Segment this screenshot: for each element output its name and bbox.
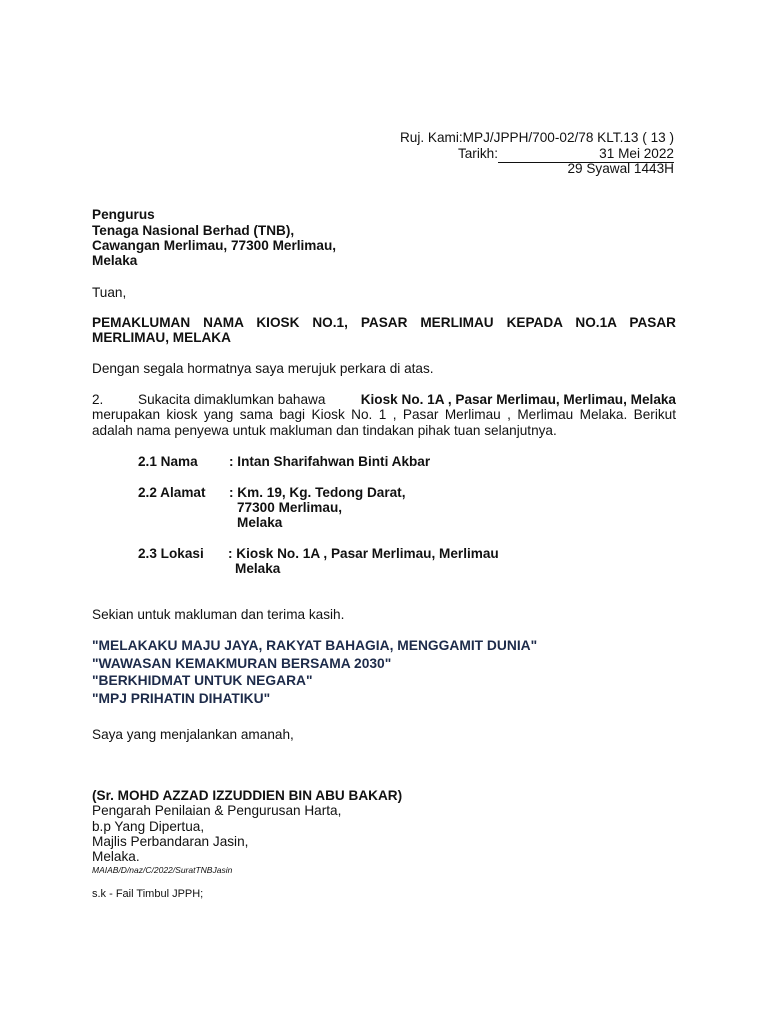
lokasi-value-2: Melaka [235,561,281,576]
signatory-line-3: Majlis Perbandaran Jasin, [92,834,249,849]
nama-label: 2.1 Nama [138,454,198,469]
paragraph-2-intro: Sukacita dimaklumkan bahawa [138,392,326,407]
subject-line-1: PEMAKLUMAN NAMA KIOSK NO.1, PASAR MERLIMAU KEPADA NO.1A PASAR [92,315,676,330]
recipient-line-2: Tenaga Nasional Berhad (TNB), [92,223,295,238]
file-reference: MAIAB/D/naz/C/2022/SuratTNBJasin [92,865,233,875]
amanah-text: Saya yang menjalankan amanah, [92,727,294,742]
signatory-line-4: Melaka. [92,849,140,864]
paragraph-2-line-3: adalah nama penyewa untuk makluman dan tindakan pihak tuan selanjutnya. [92,423,557,438]
recipient-line-1: Pengurus [92,207,155,222]
date-value: 31 Mei 2022 [498,146,674,163]
recipient-line-4: Melaka [92,253,138,268]
paragraph-1: Dengan segala hormatnya saya merujuk perkara di atas. [92,361,434,376]
date-label: Tarikh: [457,146,498,161]
recipient-line-3: Cawangan Merlimau, 77300 Merlimau, [92,238,337,253]
lokasi-value-1: : Kiosk No. 1A , Pasar Merlimau, Merlimau [228,546,499,561]
signatory-line-1: Pengarah Penilaian & Pengurusan Harta, [92,803,342,818]
signatory-line-2: b.p Yang Dipertua, [92,819,205,834]
closing-text: Sekian untuk makluman dan terima kasih. [92,607,345,622]
nama-value: : Intan Sharifahwan Binti Akbar [229,454,431,469]
slogan-3: "BERKHIDMAT UNTUK NEGARA" [92,673,313,688]
paragraph-2-line-2: merupakan kiosk yang sama bagi Kiosk No. 1 , Pasar Merlimau , Merlimau Melaka. Berikut [92,407,676,422]
alamat-label: 2.2 Alamat [138,485,206,500]
lokasi-label: 2.3 Lokasi [138,546,204,561]
slogan-1: "MELAKAKU MAJU JAYA, RAKYAT BAHAGIA, MENGGAMIT DUNIA" [92,638,538,653]
signatory-name: (Sr. MOHD AZZAD IZZUDDIEN BIN ABU BAKAR) [92,788,403,803]
carbon-copy: s.k - Fail Timbul JPPH; [92,888,204,900]
alamat-value-2: 77300 Merlimau, [237,500,343,515]
alamat-value-3: Melaka [237,515,283,530]
hijri-date: 29 Syawal 1443H [567,161,674,176]
paragraph-2-number: 2. [92,392,104,407]
salutation: Tuan, [92,285,127,300]
subject-line-2: MERLIMAU, MELAKA [92,330,231,345]
paragraph-2-kiosk: Kiosk No. 1A , Pasar Merlimau, Merlimau, Melaka [360,392,676,407]
alamat-value-1: : Km. 19, Kg. Tedong Darat, [229,485,406,500]
reference-number: Ruj. Kami:MPJ/JPPH/700-02/78 KLT.13 ( 13 ) [399,130,674,145]
paragraph-2-line-1 [138,392,676,408]
slogan-4: "MPJ PRIHATIN DIHATIKU" [92,691,271,706]
slogan-2: "WAWASAN KEMAKMURAN BERSAMA 2030" [92,656,392,671]
